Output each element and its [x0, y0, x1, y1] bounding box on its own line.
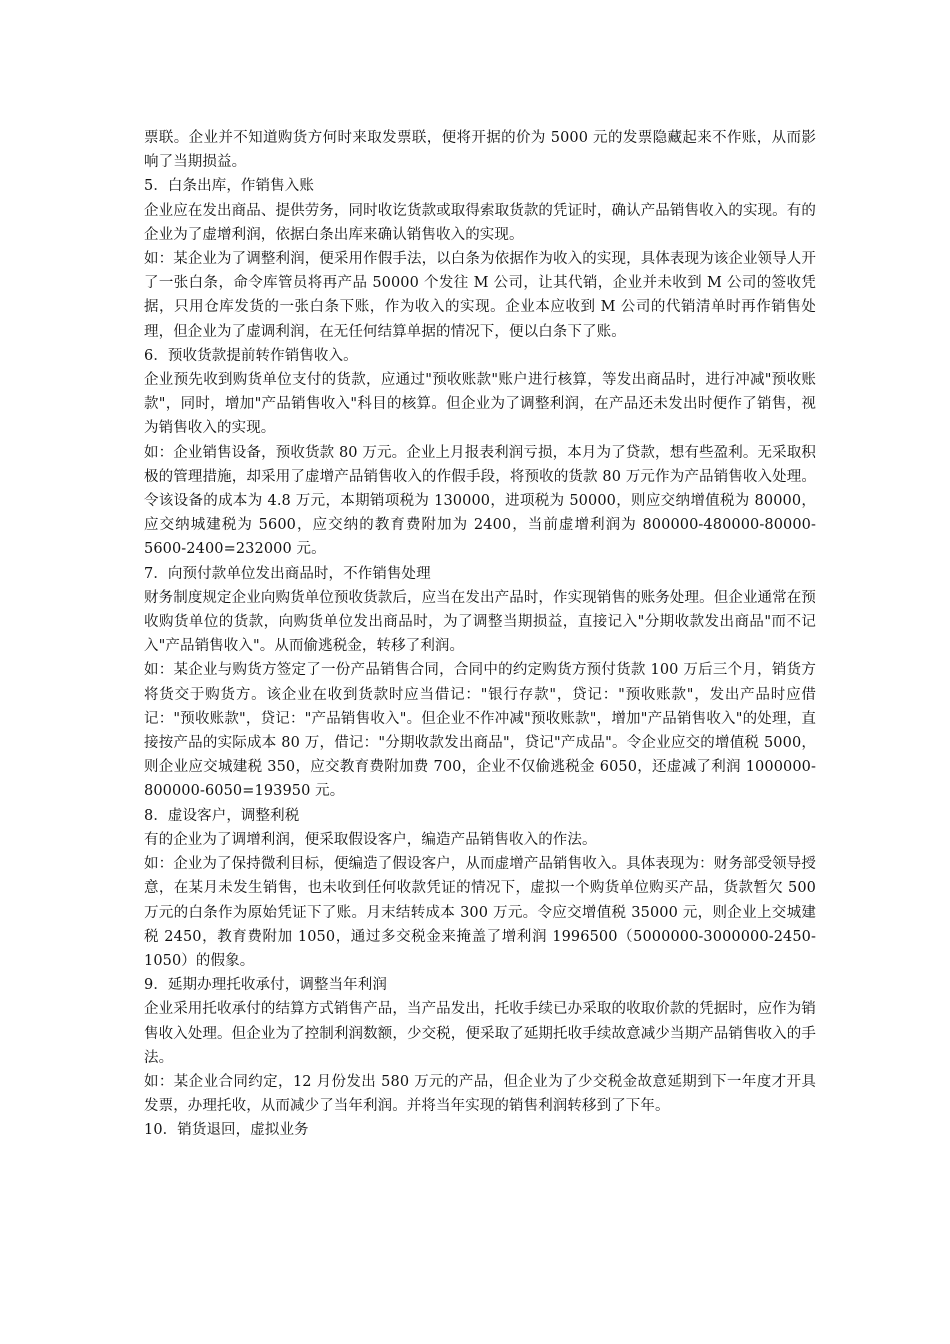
paragraph-8-body: 有的企业为了调增利润，便采取假设客户，编造产品销售收入的作法。 [144, 831, 597, 848]
section-heading-8: 8．虚设客户，调整利税 [144, 807, 300, 824]
paragraph-6-example: 如：企业销售设备，预收货款 80 万元。企业上月报表利润亏损，本月为了贷款，想有些盈利。无采取积极的管理措施，却采用了虚增产品销售收入的作假手段，将预收的货款 80 万元作为产品销售收入处理。令该设备的成本为 4.8 万元，本期销项税为 130000，进项税为 50000，则应交纳增值税为 80000，应交纳城建税为 5600，应交纳的教育费附加为 2400，当前虚增利润为 800000-480000-80000-5600-2400=232000 元。 [144, 444, 816, 558]
document-body [144, 126, 816, 1143]
paragraph-9-example: 如：某企业合同约定，12 月份发出 580 万元的产品，但企业为了少交税金故意延期到下一年度才开具发票，办理托收，从而减少了当年利润。并将当年实现的销售利润转移到了下年。 [144, 1073, 816, 1115]
section-heading-7: 7．向预付款单位发出商品时，不作销售处理 [144, 565, 431, 582]
paragraph-5-body: 企业应在发出商品、提供劳务，同时收讫货款或取得索取货款的凭证时，确认产品销售收入的实现。有的企业为了虚增利润，依据白条出库来确认销售收入的实现。 [144, 202, 816, 243]
paragraph-7-body: 财务制度规定企业向购货单位预收货款后，应当在发出产品时，作实现销售的账务处理。但企业通常在预收购货单位的货款，向购货单位发出商品时，为了调整当期损益，直接记入"分期收款发出商品"而不记入"产品销售收入"。从而偷逃税金，转移了利润。 [144, 589, 816, 655]
paragraph-6-body: 企业预先收到购货单位支付的货款，应通过"预收账款"账户进行核算，等发出商品时，进行冲减"预收账款"，同时，增加"产品销售收入"科目的核算。但企业为了调整利润，在产品还未发出时便作了销售，视为销售收入的实现。 [144, 372, 816, 437]
section-heading-6: 6．预收货款提前转作销售收入。 [144, 347, 358, 364]
paragraph-7-example: 如：某企业与购货方签定了一份产品销售合同，合同中的约定购货方预付货款 100 万后三个月，销货方将货交于购货方。该企业在收到货款时应当借记："银行存款"，贷记："预收账款"，发出产品时应借记："预收账款"，贷记："产品销售收入"。但企业不作冲减"预收账款"，增加"产品销售收入"的处理，直接按产品的实际成本 80 万，借记："分期收款发出商品"，贷记"产成品"。令企业应交的增值税 5000，则企业应交城建税 350，应交教育费附加费 700，企业不仅偷逃税金 6050，还虚减了利润 1000000-800000-6050=193950 元。 [144, 662, 816, 800]
section-heading-5: 5．白条出库，作销售入账 [144, 178, 314, 195]
section-heading-9: 9．延期办理托收承付，调整当年利润 [144, 977, 387, 994]
section-heading-10: 10．销货退回，虚拟业务 [144, 1122, 309, 1139]
paragraph-continuation: 票联。企业并不知道购货方何时来取发票联，便将开据的价为 5000 元的发票隐藏起来不作账，从而影响了当期损益。 [144, 130, 816, 171]
paragraph-8-example: 如：企业为了保持微利目标，便编造了假设客户，从而虚增产品销售收入。具体表现为：财务部受领导授意，在某月未发生销售，也未收到任何收款凭证的情况下，虚拟一个购货单位购买产品，货款暂欠 500 万元的白条作为原始凭证下了账。月末结转成本 300 万元。令应交增值税 35000 元，则企业上交城建税 2450，教育费附加 1050，通过多交税金来掩盖了增利润 1996500（5000000-3000000-2450-1050）的假象。 [144, 856, 816, 969]
paragraph-9-body: 企业采用托收承付的结算方式销售产品，当产品发出，托收手续已办采取的收取价款的凭据时，应作为销售收入处理。但企业为了控制利润数额，少交税，便采取了延期托收手续故意减少当期产品销售收入的手法。 [144, 1001, 816, 1066]
paragraph-5-example: 如：某企业为了调整利润，便采用作假手法，以白条为依据作为收入的实现，具体表现为该企业领导人开了一张白条，命令库管员将再产品 50000 个发往 M 公司，让其代销，企业并未收到 M 公司的签收凭据，只用仓库发货的一张白条下账，作为收入的实现。企业本应收到 M 公司的代销清单时再作销售处理，但企业为了虚调利润，在无任何结算单据的情况下，便以白条下了账。 [144, 251, 816, 340]
